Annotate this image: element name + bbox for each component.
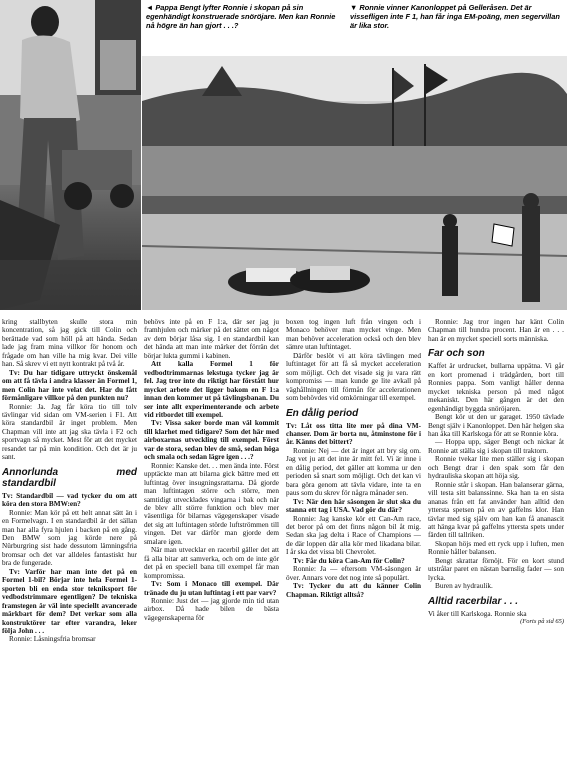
interview-answer: Ronnie: Jag kanske kör ett Can-Am race, det beror på om det finns någon bil åt mig. Sedan ska jag delta i Race of Champions — de där loppen där alla kör med likadana bilar. I år ska det vissa bli Chevrolet. (286, 514, 421, 557)
interview-question: Tv: När den här säsongen är slut ska du stanna ett tag i USA. Vad gör du där? (286, 497, 421, 515)
caption-right-arrow-icon: ▼ (350, 3, 360, 12)
interview-answer: Ronnie: Man kör på ett helt annat sätt än i en Formelvagn. I en standardbil är det sällan man har alla fyra hjulen i backen på en gång. Den BMW som jag körde nere på Nürburgring sist hade dessutom lämningsfria bromsar och det var alldeles fantastiskt hur bra de fungerade. (2, 508, 137, 568)
caption-left-text: Pappa Bengt lyfter Ronnie i skopan på sin egenhändigt konstruerade snöröjare. Men kan Ronnie nå högre än han gjort . . .? (146, 3, 336, 30)
subheading: Annorlunda med standardbil (2, 466, 137, 489)
interview-answer: Ronnie: Ja — eftersom VM-säsongen är över. Annars vore det nog inte så populärt. (286, 565, 421, 582)
interview-question: Tv: Standardbil — vad tycker du om att köra den stora BMW:en? (2, 491, 137, 509)
caption-left-arrow-icon: ◄ (146, 3, 156, 12)
paragraph: — Hoppa upp, säger Bengt och nickar åt Ronnie att ställa sig i skopan till traktorn. (428, 438, 564, 455)
paragraph: boxen tog ingen luft från vingen och i Monaco behöver man mycket vinge. Men man behöver acceleration också och den blev sämre utan luftintaget. (286, 318, 421, 352)
paragraph: Skopan höjs med ett ryck upp i luften, men Ronnie håller balansen. (428, 539, 564, 557)
interview-answer: När man utvecklar en racerbil gäller det att få alla bitar att samverka, och om de inte gör det på en speciell bana till exempel får man kompromissa. (144, 546, 279, 580)
interview-question: Tv: Varför har man inte det på en Formel 1-bil? Börjar inte hela Formel 1-sporten bli en enda stor tekniksport för vedbodstrimmare egentligen? De tekniska framstegen är väl inte speciellt avancerade märkbart för dem? Det verkar som alla konstruktörer tar efter varandra, leker följa John . . . (2, 567, 137, 635)
paragraph: Kaffet är urdrucket, bullarna uppätna. Vi går en kort promenad i trädgården, bort till Ronnies pappa. Som vanligt håller denna mycket tekniska person på med något mekaniskt. Den här gången är det den egenhändigt byggda snöröjaren. (428, 362, 564, 413)
interview-answer: Ronnie: Jag tror ingen har känt Colin Chapman till hundra procent. Han är en . . . han är en mycket speciell sorts människa. (428, 318, 564, 343)
subheading: Far och son (428, 348, 485, 360)
article-column-1 (2, 318, 137, 770)
interview-answer: Ronnie: Låsningsfria bromsar (9, 635, 96, 644)
paragraph: Ronnie står i skopan. Han balanserar gärna, vill testa sitt balanssinne. Ska han ta en sista ananas från ett fat använder han alltid den yttersta spetsen på en av gaffelns klor. Han tävlar med sig själv om han kan få ananascit att hänga kvar på gaffelns yttersta spets under färden till tallriken. (428, 480, 564, 540)
paragraph: Bengt kör ut den ur garaget. 1950 tävlade Bengt själv i Kanonloppet. Den här helgen ska han åka till Karlskoga för att se Ronnie köra. (428, 413, 564, 438)
paragraph: Buren av hydraulik. (435, 582, 493, 591)
interview-question: Tv: Tycker du att du känner Colin Chapman. Riktigt alltså? (286, 582, 421, 599)
interview-question: Tv: Låt oss titta lite mer på dina VM-chanser. Dom är borta nu, åtminstone för i år. Känns det bittert? (286, 421, 421, 447)
interview-question: Tv: Som i Monaco till exempel. Där tränade du ju utan luftintag i ett par varv? (144, 580, 279, 597)
paragraph: Vi åker till Karlskoga. Ronnie ska (428, 609, 527, 618)
interview-question: Att kalla Formel 1 för vedbodtrimmarnas lekstuga tycker jag är fel. Jag tror inte du riktigt har förstått hur mycket arbete det ligger bakom en F 1:a innan den kommer ut på tävlingsbanan. Du ser inte allt experimenterande och arbete vid ritbordet till exempel. (144, 360, 279, 419)
interview-question: Tv: Vissa saker borde man väl kommit till klarhet med tidigare? Som det här med airboxarnas utveckling till exempel. Först var de stora, sedan blev de små, sedan höga och smala och sedan lägre igen . . .? (144, 419, 279, 462)
photo-race-win (142, 56, 567, 310)
photo-left-illustration (0, 0, 141, 310)
paragraph: behövs inte på en F 1:a, där ser jag ju framhjulen och märker på det sättet om något av dem börjar låsa sig. I en standardbil kan det hända att man inte märker det förrän det börjar lukta gummi i kabinen. (144, 318, 279, 360)
interview-question: Tv: Du har tidigare uttryckt önskemål om att få tävla i andra klasser än Formel 1, men Colin har inte velat det. Har du fått förmånligare villkor på den punkten nu? (2, 368, 137, 403)
interview-question: Tv: Får du köra Can-Am för Colin? (293, 556, 405, 565)
paragraph: Därför beslöt vi att köra tävlingen med luftintaget för att få så mycket acceleration som möjligt. Och det visade sig ju vara rätt kompromiss — man kunde ge lite avkall på väghållningen till förmån för accelerationen som behövdes vid omkörningar till exempel. (286, 351, 421, 403)
interview-answer: Ronnie: Kanske det. . . men ända inte. Först upptäckte man att bilarna gick bättre med ett luftintag över insugningsrattarna. Då gjorde man luftintagen större och större, men samtidigt utvecklades vingarna i bak och när de blev allt större funktion och blev mer väsentliga för bilarnas vägegenskaper visade det sig att luftintagen störde luftströmmen till vingen. Det var därför man gjorde dem smalare igen. (144, 461, 279, 546)
caption-right-text: Ronnie vinner Kanonloppet på Gelleråsen. Det är vissefligen inte F 1, han får inga EM-poäng, men segervillan är lika stor. (350, 3, 560, 30)
photo-right-illustration (142, 56, 567, 310)
subheading: En dålig period (286, 407, 359, 419)
paragraph: kring stallbyten skulle stora min koncentration, så jag gick till Colin och berättade vad som höll på att hända. Sedan lade jag fram mina villkor för honom och frågade om han ville ha mig kvar. Dei ville han. Så skrev vi ett nytt kontrakt på två år. (2, 318, 137, 369)
photo-father-and-son (0, 0, 141, 310)
article-column-4 (428, 318, 564, 770)
article-column-2 (144, 318, 279, 770)
interview-answer: Ronnie: Nej — det är inget att bry sig om. Jag vet ju att det inte är mitt fel. Vi är inne i en dålig period, det gäller att komma ur den perioden så snart som möjligt. Och det kan vi bara göra genom att tävla vidare, inte ta en paus som du skrev för några månader sen. (286, 446, 421, 498)
interview-answer: Ronnie: Ja. Jag får köra tio till tolv tävlingar vid sidan om VM-serien i F1. Att köra standardbil är inget problem. Men Chapman vill inte att jag ska tävla i F2 och sportvagn så mycket. Mest för att det mycket resandet tar på min kondition. Och det är ju sant. (2, 402, 137, 462)
continued-note: (Forts på sid 65) (520, 618, 564, 626)
caption-left (146, 3, 344, 30)
caption-right (350, 3, 564, 30)
subheading: Alltid racerbilar . . . (428, 595, 519, 607)
interview-answer: Ronnie: Just det — jag gjorde min tid utan airbox. Då hade bilen de bästa vägegenskaperna för (144, 596, 279, 622)
paragraph: Bengt skrattar förnöjt. För en kort stund utstrålar paret en nästan barnslig fader — son lycka. (428, 556, 564, 582)
paragraph: Ronnie tvekar lite men ställer sig i skopan och Bengt drar i den spak som får den hydrauliska skopan att höja sig. (428, 455, 564, 481)
article-column-3 (286, 318, 421, 770)
